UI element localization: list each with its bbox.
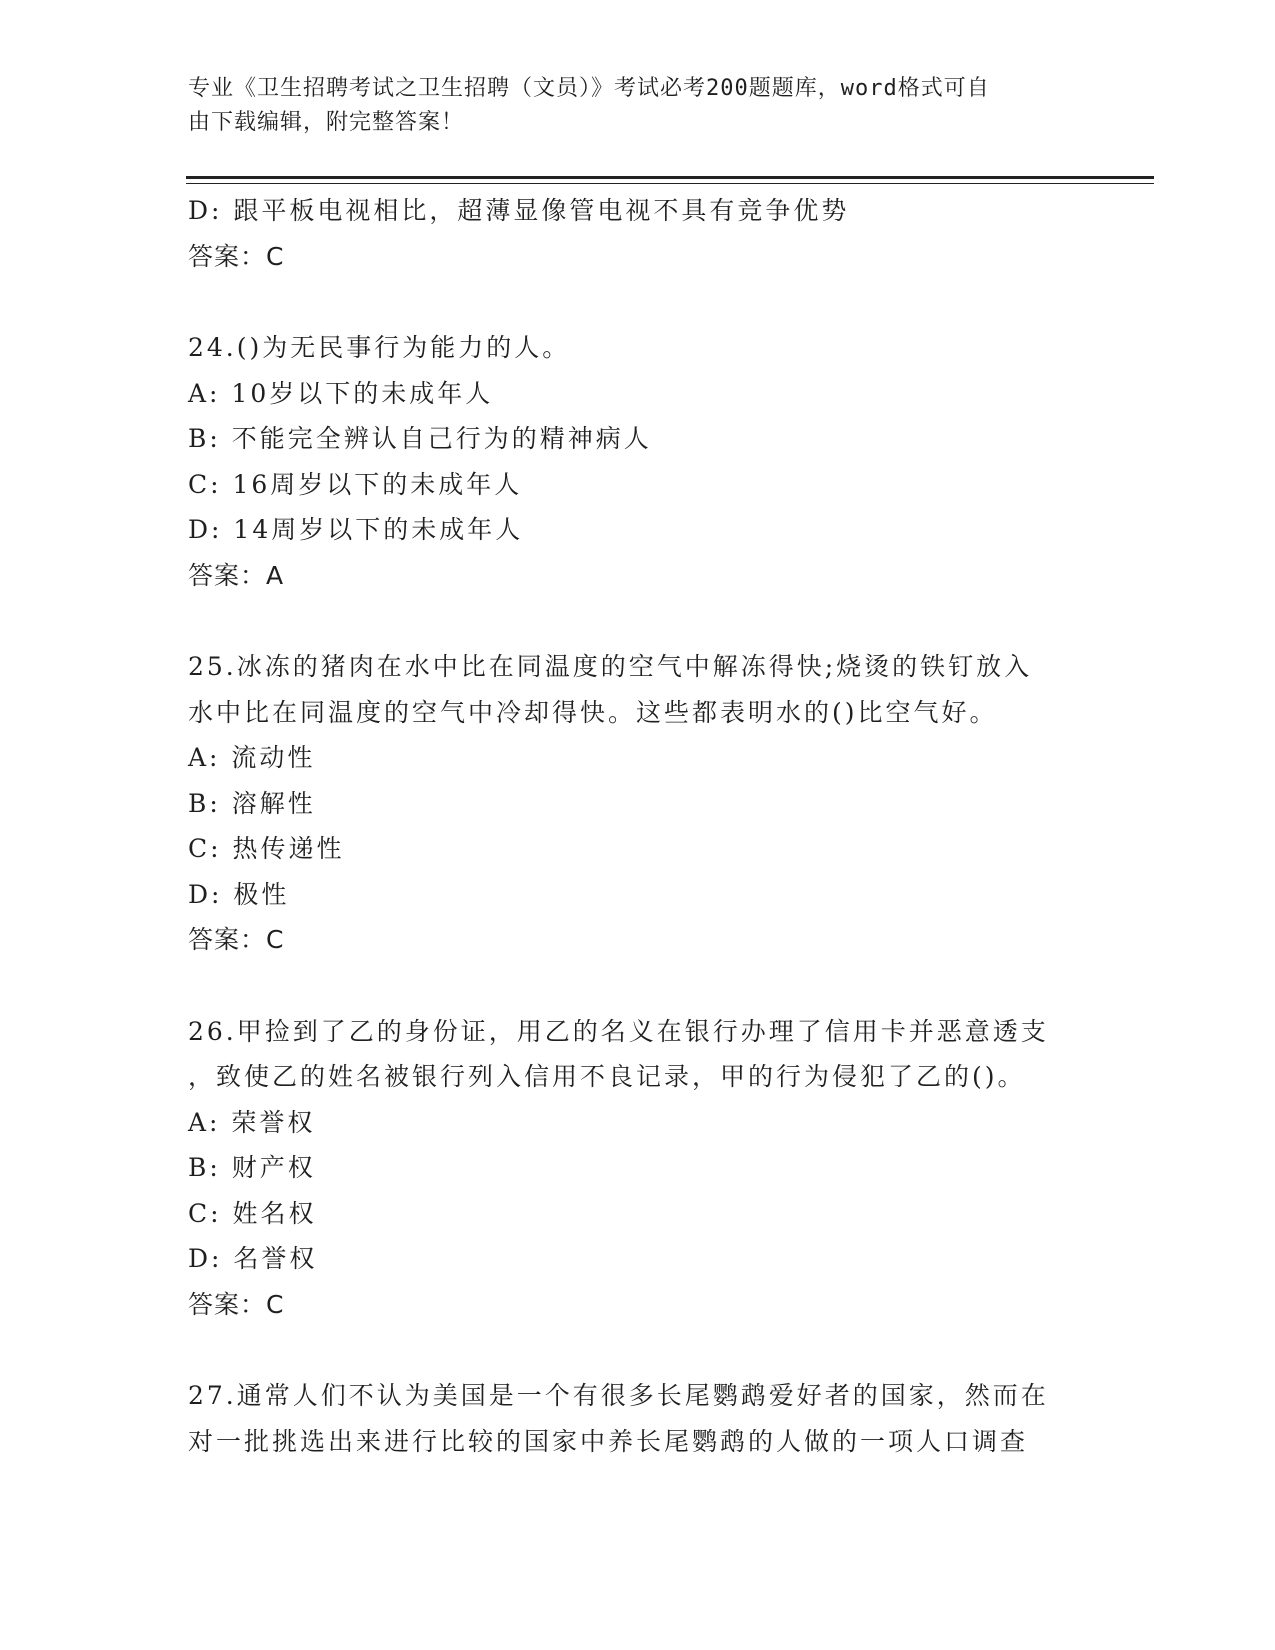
answer-line: 答案：C — [188, 925, 285, 954]
question-stem-cont: ，致使乙的姓名被银行列入信用不良记录，甲的行为侵犯了乙的()。 — [188, 1062, 1026, 1091]
answer-line: 答案：A — [188, 560, 285, 590]
question-list — [188, 188, 1088, 1464]
answer-line: 答案：C — [188, 241, 285, 271]
option-a: A: 流动性 — [188, 743, 316, 772]
option-d: D: 跟平板电视相比，超薄显像管电视不具有竞争优势 — [188, 196, 850, 225]
answer-line: 答案：C — [188, 1289, 285, 1319]
question-stem: 26.甲捡到了乙的身份证，用乙的名义在银行办理了信用卡并恶意透支 — [188, 1016, 1049, 1046]
header-rule-thin — [186, 183, 1154, 184]
option-b: B: 财产权 — [188, 1153, 316, 1182]
option-c: C: 热传递性 — [188, 834, 345, 863]
option-d: D: 名誉权 — [188, 1244, 318, 1273]
question-stem-cont: 对一批挑选出来进行比较的国家中养长尾鹦鹉的人做的一项人口调查 — [188, 1426, 1029, 1456]
header-rule-thick — [186, 176, 1154, 179]
question-stem: 25.冰冻的猪肉在水中比在同温度的空气中解冻得快;烧烫的铁钉放入 — [188, 652, 1033, 681]
option-d: D: 极性 — [188, 879, 290, 909]
header-line-2: 由下载编辑，附完整答案！ — [188, 110, 465, 135]
option-b: B: 溶解性 — [188, 788, 316, 818]
option-d: D: 14周岁以下的未成年人 — [188, 515, 524, 544]
option-a: A: 荣誉权 — [188, 1107, 316, 1137]
option-b: B: 不能完全辨认自己行为的精神病人 — [188, 424, 652, 453]
option-c: C: 16周岁以下的未成年人 — [188, 469, 523, 499]
question-stem: 24.()为无民事行为能力的人。 — [188, 333, 571, 362]
question-stem: 27.通常人们不认为美国是一个有很多长尾鹦鹉爱好者的国家，然而在 — [188, 1381, 1049, 1410]
option-a: A: 10岁以下的未成年人 — [188, 378, 494, 408]
question-stem-cont: 水中比在同温度的空气中冷却得快。这些都表明水的()比空气好。 — [188, 697, 998, 727]
document-header — [188, 72, 1068, 140]
option-c: C: 姓名权 — [188, 1198, 317, 1228]
header-line-1: 专业《卫生招聘考试之卫生招聘（文员）》考试必考200题题库，word格式可自 — [188, 76, 990, 101]
